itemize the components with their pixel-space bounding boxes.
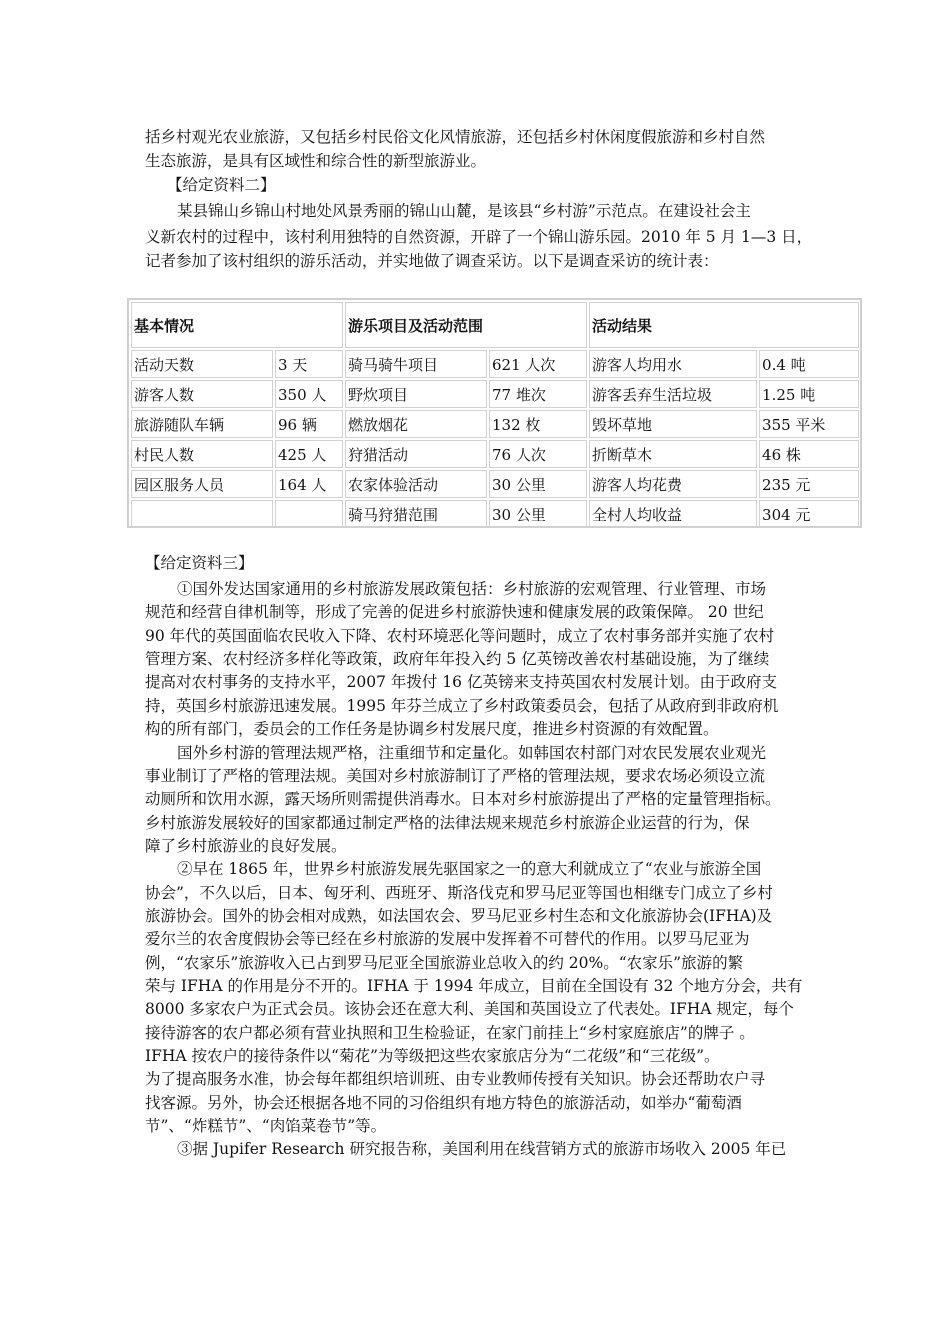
section3-line: 事业制订了严格的管理法规。美国对乡村旅游制订了严格的管理法规，要求农场必须设立流	[145, 766, 766, 785]
section3-line: 接待游客的农户都必须有营业执照和卫生检验证，在家门前挂上“乡村家庭旅店”的牌子 。	[145, 1023, 755, 1042]
table-cell: 355 平米	[759, 410, 859, 438]
table-cell: 3 天	[275, 350, 343, 378]
table-cell: 30 公里	[489, 500, 587, 528]
table-row	[131, 380, 859, 408]
section3-line: 例，“农家乐”旅游收入已占到罗马尼亚全国旅游业总收入的约 20%。“农家乐”旅游的繁	[145, 953, 744, 972]
section3-line: 找客源。另外，协会还根据各地不同的习俗组织有地方特色的旅游活动，如举办“葡萄酒	[145, 1093, 742, 1112]
section3-line: 动厕所和饮用水源，露天场所则需提供消毒水。日本对乡村旅游提出了严格的定量管理指标。	[145, 790, 781, 809]
section2-line-3: 记者参加了该村组织的游乐活动，并实地做了调查采访。以下是调查采访的统计表：	[145, 252, 719, 270]
section2-heading: 【给定资料二】	[167, 176, 276, 194]
survey-table	[127, 298, 862, 528]
section3-line: 荣与 IFHA 的作用是分不开的。IFHA 于 1994 年成立，目前在全国设有 32 个地方分会，共有	[145, 977, 803, 995]
table-cell: 30 公里	[489, 470, 587, 498]
section3-line: 乡村旅游发展较好的国家都通过制定严格的法律法规来规范乡村旅游企业运营的行为，保	[145, 813, 750, 832]
section3-line: 构的所有部门，委员会的工作任务是协调乡村发展尺度，推进乡村资源的有效配置。	[145, 720, 719, 739]
section3-line: 规范和经营自律机制等，形成了完善的促进乡村旅游快速和健康发展的政策保障。 20 世纪	[145, 603, 764, 622]
table-cell: 园区服务人员	[131, 470, 273, 498]
section3-line: 旅游协会。国外的协会相对成熟，如法国农会、罗马尼亚乡村生态和文化旅游协会(IFHA)及	[145, 906, 773, 925]
table-cell: 76 人次	[489, 440, 587, 468]
table-cell: 游客人数	[131, 380, 273, 408]
section3-line: 障了乡村旅游业的良好发展。	[145, 836, 347, 855]
table-cell: 旅游随队车辆	[131, 410, 273, 438]
header-activities: 游乐项目及活动范围	[345, 302, 587, 348]
table-row	[131, 350, 859, 378]
table-cell: 全村人均收益	[589, 500, 757, 528]
table-row	[131, 470, 859, 498]
table-cell	[275, 500, 343, 528]
section3-line: 提高对农村事务的支持水平，2007 年拨付 16 亿英镑来支持英国农村发展计划。由于政府支	[145, 673, 777, 692]
table-cell: 304 元	[759, 500, 859, 528]
section3-line: 为了提高服务水准，协会每年都组织培训班、由专业教师传授有关知识。协会还帮助农户寻	[145, 1070, 766, 1089]
table-cell: 燃放烟花	[345, 410, 487, 438]
table-cell: 农家体验活动	[345, 470, 487, 498]
table-cell: 游客人均用水	[589, 350, 757, 378]
table-row	[131, 410, 859, 438]
table-cell: 1.25 吨	[759, 380, 859, 408]
table-cell: 164 人	[275, 470, 343, 498]
intro-line-2: 生态旅游，是具有区域性和综合性的新型旅游业。	[145, 152, 487, 170]
table-cell: 骑马骑牛项目	[345, 350, 487, 378]
table-cell: 621 人次	[489, 350, 587, 378]
table-cell: 0.4 吨	[759, 350, 859, 378]
section2-line-2: 义新农村的过程中，该村利用独特的自然资源，开辟了一个锦山游乐园。2010 年 5 月 1—3 日，	[145, 228, 813, 246]
table-row	[131, 440, 859, 468]
table-cell	[131, 500, 273, 528]
header-basic-info: 基本情况	[131, 302, 343, 348]
table-cell: 132 枚	[489, 410, 587, 438]
section3-line: 管理方案、农村经济多样化等政策，政府年年投入约 5 亿英镑改善农村基础设施，为了继续	[145, 650, 770, 668]
table-cell: 村民人数	[131, 440, 273, 468]
table-cell: 骑马狩猎范围	[345, 500, 487, 528]
section3-line: IFHA 按农户的接待条件以“菊花”为等级把这些农家旅店分为“二花级”和“三花级”。	[145, 1047, 720, 1065]
table-row	[131, 500, 859, 528]
table-cell: 游客人均花费	[589, 470, 757, 498]
section3-line: 持，英国乡村旅游迅速发展。1995 年芬兰成立了乡村政策委员会，包括了从政府到非政府机	[145, 696, 779, 715]
table-cell: 活动天数	[131, 350, 273, 378]
table-cell: 46 株	[759, 440, 859, 468]
section3-line: ②早在 1865 年，世界乡村旅游发展先驱国家之一的意大利就成立了“农业与旅游全国	[177, 860, 762, 879]
section3-line: 国外乡村游的管理法规严格，注重细节和定量化。如韩国农村部门对农民发展农业观光	[177, 743, 767, 762]
section3-line: 90 年代的英国面临农民收入下降、农村环境恶化等问题时，成立了农村事务部并实施了农村	[145, 626, 775, 645]
header-results: 活动结果	[589, 302, 859, 348]
table-header-row	[131, 302, 859, 348]
section3-line: ①国外发达国家通用的乡村旅游发展政策包括：乡村旅游的宏观管理、行业管理、市场	[177, 580, 767, 598]
section3-line: 爱尔兰的农舍度假协会等已经在乡村旅游的发展中发挥着不可替代的作用。以罗马尼亚为	[145, 930, 750, 949]
table-cell: 毁坏草地	[589, 410, 757, 438]
table-cell: 游客丢弃生活垃圾	[589, 380, 757, 408]
table-cell: 350 人	[275, 380, 343, 408]
section3-line: 8000 多家农户为正式会员。该协会还在意大利、美国和英国设立了代表处。IFHA 规定，每个	[145, 1000, 794, 1019]
section3-line: ③据 Jupifer Research 研究报告称，美国利用在线营销方式的旅游市场收入 2005 年已	[177, 1140, 787, 1159]
section3-heading: 【给定资料三】	[145, 554, 254, 572]
table-cell: 96 辆	[275, 410, 343, 438]
table-cell: 野炊项目	[345, 380, 487, 408]
intro-line-1: 括乡村观光农业旅游，又包括乡村民俗文化风情旅游，还包括乡村休闲度假旅游和乡村自然	[145, 128, 766, 146]
table-cell: 狩猎活动	[345, 440, 487, 468]
table-cell: 77 堆次	[489, 380, 587, 408]
section3-line: 节”、“炸糕节”、“肉馅菜卷节”等。	[145, 1117, 387, 1136]
table-cell: 折断草木	[589, 440, 757, 468]
section2-line-1: 某县锦山乡锦山村地处风景秀丽的锦山山麓，是该县“乡村游”示范点。在建设社会主	[177, 202, 751, 220]
section3-line: 协会”，不久以后，日本、匈牙利、西班牙、斯洛伐克和罗马尼亚等国也相继专门成立了乡村	[145, 883, 773, 902]
table-cell: 235 元	[759, 470, 859, 498]
table-cell: 425 人	[275, 440, 343, 468]
